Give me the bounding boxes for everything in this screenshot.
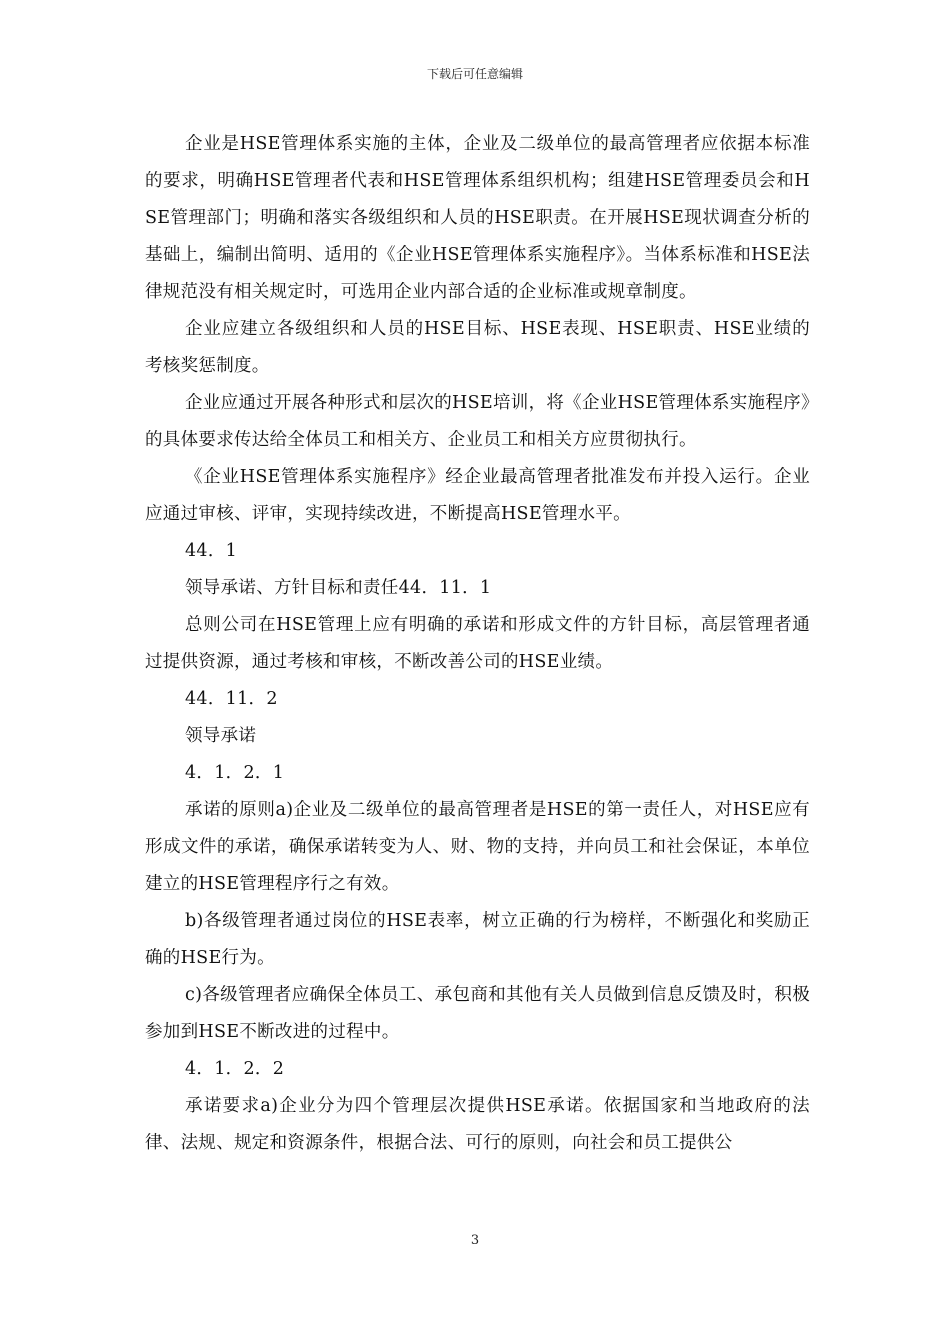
section-number: 4．1．2．2 bbox=[185, 1059, 285, 1079]
section-number: 44．1 bbox=[185, 541, 238, 561]
paragraph: b)各级管理者通过岗位的HSE表率，树立正确的行为榜样，不断强化和奖励正确的HSE行为。 bbox=[145, 911, 810, 968]
section-heading: 领导承诺、方针目标和责任44．11．1 bbox=[185, 578, 492, 598]
paragraph: 企业应通过开展各种形式和层次的HSE培训，将《企业HSE管理体系实施程序》的具体要求传达给全体员工和相关方、企业员工和相关方应贯彻执行。 bbox=[145, 393, 810, 450]
paragraph: 企业是HSE管理体系实施的主体，企业及二级单位的最高管理者应依据本标准的要求，明确HSE管理者代表和HSE管理体系组织机构；组建HSE管理委员会和HSE管理部门；明确和落实各级组织和人员的HSE职责。在开展HSE现状调查分析的基础上，编制出简明、适用的《企业HSE管理体系实施程序》。当体系标准和HSE法律规范没有相关规定时，可选用企业内部合适的企业标准或规章制度。 bbox=[145, 134, 810, 302]
paragraph: 承诺的原则a)企业及二级单位的最高管理者是HSE的第一责任人，对HSE应有形成文件的承诺，确保承诺转变为人、财、物的支持，并向员工和社会保证，本单位建立的HSE管理程序行之有效。 bbox=[145, 800, 810, 894]
section-heading: 领导承诺 bbox=[185, 726, 257, 746]
section-number: 44．11．2 bbox=[185, 689, 278, 709]
paragraph: 总则公司在HSE管理上应有明确的承诺和形成文件的方针目标，高层管理者通过提供资源，通过考核和审核，不断改善公司的HSE业绩。 bbox=[145, 615, 810, 672]
paragraph: c)各级管理者应确保全体员工、承包商和其他有关人员做到信息反馈及时，积极参加到HSE不断改进的过程中。 bbox=[145, 985, 810, 1042]
page-number: 3 bbox=[470, 1233, 480, 1248]
paragraph: 企业应建立各级组织和人员的HSE目标、HSE表现、HSE职责、HSE业绩的考核奖惩制度。 bbox=[145, 319, 810, 376]
paragraph: 《企业HSE管理体系实施程序》经企业最高管理者批准发布并投入运行。企业应通过审核、评审，实现持续改进，不断提高HSE管理水平。 bbox=[145, 467, 810, 524]
document-body bbox=[145, 126, 810, 1162]
paragraph: 承诺要求a)企业分为四个管理层次提供HSE承诺。依据国家和当地政府的法律、法规、规定和资源条件，根据合法、可行的原则，向社会和员工提供公 bbox=[145, 1096, 810, 1153]
page-header: 下载后可任意编辑 bbox=[426, 67, 523, 81]
section-number: 4．1．2．1 bbox=[185, 763, 285, 783]
